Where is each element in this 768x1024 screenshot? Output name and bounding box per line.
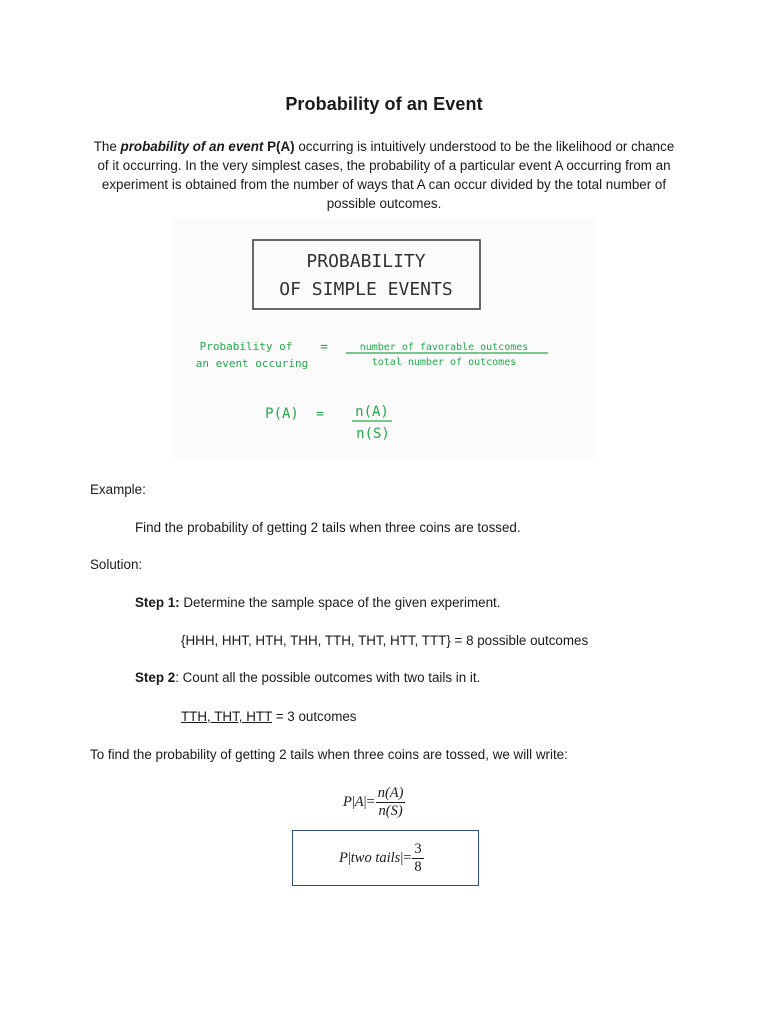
intro-text-rest: occurring is intuitively understood to be the likelihood or chance of it occurring. In the very simplest cases, the probability of a particular event A occurring from an experiment is obtained from the number of ways that A can occur divided by the total number of possible outcomes. — [97, 139, 675, 211]
answer-formula: P | two tails |= $\frac{3}{8}$ — [339, 841, 422, 875]
box-line-1: PROBABILITY — [306, 251, 426, 272]
favorable-outcomes-count: = 3 outcomes — [272, 709, 357, 724]
step-1-text: Determine the sample space of the given experiment. — [179, 595, 501, 610]
step-1 — [135, 594, 500, 612]
formula-numerator: n(A) — [355, 404, 389, 420]
formula-denominator: n(S) — [378, 802, 403, 819]
solution-label: Solution: — [90, 557, 143, 572]
formula-pa: P(A) — [265, 406, 299, 422]
formula-numerator: n(A) — [377, 784, 404, 801]
definition-numerator: number of favorable outcomes — [359, 342, 529, 353]
favorable-outcomes — [181, 708, 357, 726]
definition-equals: = — [320, 340, 328, 355]
formula-denominator: n(S) — [356, 426, 390, 442]
intro-emphasis: probability of an event — [120, 139, 264, 154]
step-1-label: Step 1: — [135, 595, 180, 610]
answer-numerator: 3 — [414, 841, 422, 857]
probability-formula: P | A |= $\frac{n(A)}{n(S)}$ — [343, 784, 404, 819]
example-label: Example: — [90, 482, 146, 497]
intro-bold: P(A) — [263, 139, 295, 154]
step-2-label: Step 2 — [135, 670, 176, 685]
example-text: Find the probability of getting 2 tails when three coins are tossed. — [135, 520, 521, 535]
illustration-svg — [172, 218, 596, 460]
step-2 — [135, 669, 480, 687]
intro-paragraph — [88, 137, 680, 213]
step-2-text: : Count all the possible outcomes with two tails in it. — [175, 670, 481, 685]
definition-left-line-1: Probability of — [199, 340, 293, 353]
definition-left-line-2: an event occuring — [195, 357, 309, 370]
page-title: Probability of an Event — [285, 94, 483, 114]
formula-arg: A — [354, 793, 364, 810]
box-line-2: OF SIMPLE EVENTS — [279, 279, 453, 300]
definition-denominator: total number of outcomes — [371, 357, 517, 368]
formula-lhs: P — [343, 793, 352, 810]
answer-lhs: P — [339, 850, 348, 866]
formula-fraction — [376, 785, 406, 820]
answer-denominator: 8 — [414, 859, 422, 875]
probability-illustration — [172, 218, 596, 460]
conclusion-text: To find the probability of getting 2 tails when three coins are tossed, we will write: — [90, 747, 568, 762]
sample-space: {HHH, HHT, HTH, THH, TTH, THT, HTT, TTT} = 8 possible outcomes — [181, 633, 589, 648]
answer-fraction — [412, 841, 423, 876]
formula-equals: = — [316, 407, 324, 422]
answer-box — [292, 830, 479, 886]
intro-text-start: The — [93, 139, 121, 154]
favorable-outcomes-list: TTH, THT, HTT — [181, 709, 273, 724]
answer-arg: two tails — [350, 850, 401, 866]
